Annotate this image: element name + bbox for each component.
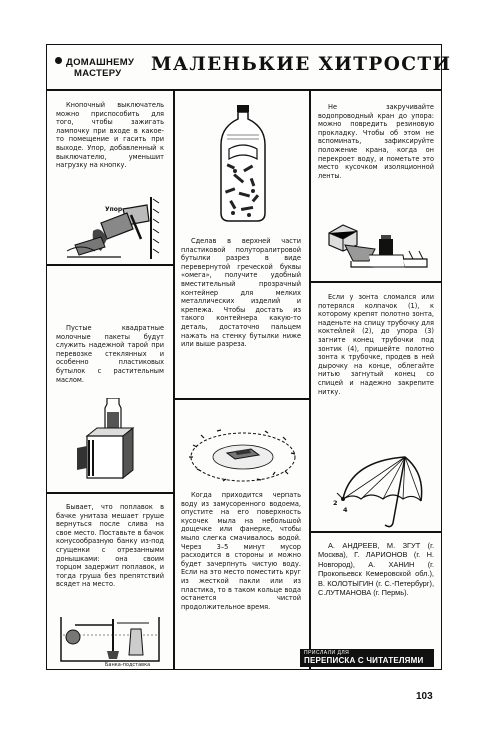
section-badge <box>300 649 434 667</box>
divider-left-2 <box>47 492 174 494</box>
tip-soap-text: Когда приходится черпать воду из замусоренного водоема, опустите на его поверхность кусочек мыла на небольшой дощечке или фанерке, чтобы мыло слегка смачивалось водой. Через 3–5 минут мусор расходится в стороны и можно будет зачерпнуть чистую воду. Если на это место поместить круг из жесткой пакли или из пластика, то в таком кольце вода останется чистой продолжительное время. <box>181 491 301 611</box>
header-rule <box>47 89 441 91</box>
page-number: 103 <box>416 691 433 702</box>
tip-bottle-text: Сделав в верхней части пластиковой полуторалитровой бутылки разрез в виде перевернутой греческой буквы «омега», получите удобный вместительный прозрачный контейнер для мелких металлических изделий и крепежа. Чтобы достать из такого контейнера какую-то деталь, достаточно пальцем нажать на стенку бутылки ниже или выше разреза. <box>181 237 301 349</box>
divider-right-1 <box>310 281 441 283</box>
divider-middle <box>174 398 310 400</box>
tip-toilet-text: Бывает, что поплавок в бачке унитаза мешает груше вернуться после слива на свое место. Поставьте в бачок конусообразную банку из-под сгущенки с отрезанными донышками: она своим торцом задержит поплавок, и тогда груша без препятствий вcядет на место. <box>56 503 164 589</box>
column-divider-left <box>173 89 175 669</box>
tip-switch-text: Кнопочный выключатель можно приспособить для того, чтобы зажигать лампочку при входе в какое-то помещение и гасить при выходе. Упор, добавленный к выключателю, уменьшит нагрузку на кнопку. <box>56 101 164 170</box>
umbrella-label-2: 2 <box>333 499 338 507</box>
water-tap-illustration <box>323 215 433 271</box>
bottle-container-illustration <box>213 105 273 223</box>
switch-stop-label: Упор <box>105 206 123 213</box>
bullet-icon <box>55 57 62 64</box>
rubric-line-1: ДОМАШНЕМУ <box>66 57 135 68</box>
divider-right-2 <box>310 531 441 533</box>
badge-line-2: ПЕРЕПИСКА С ЧИТАТЕЛЯМИ <box>304 656 424 665</box>
toilet-stand-label: Банка-подставка <box>105 662 151 668</box>
umbrella-label-4: 4 <box>343 506 348 514</box>
tip-milk-text: Пустые квадратные молочные пакеты будут служить надежной тарой при перевозке стеклянных и особенно пластиковых бутылок с растительным маслом. <box>56 324 164 384</box>
soap-on-water-illustration <box>187 425 299 485</box>
tip-umbrella-text: Если у зонта сломался или потерялся колпачок (1), к которому крепят полотно зонта, наденьте на спицу трубочку для коктейлей (2), до упора (3) загните конец трубочки под зонтик (4), пришейте полотно зонта к трубочке, продев в ней дырочку на конце, облегайте нитью загнутый конец со спицей и надежно закрепите нитку. <box>318 293 434 396</box>
switch-illustration <box>61 195 166 261</box>
page-header <box>47 45 452 89</box>
divider-left-1 <box>47 264 174 266</box>
authors-credit: А. АНДРЕЕВ, М. ЗГУТ (г. Москва), Г. ЛАРИОНОВ (г. Н. Новгород), А. ХАНИН (г. Прокопьевск Кемеровской обл.), В. КОЛОТЫГИН (г. С.-Петербург), С.ЛУТМАНОВА (г. Пермь). <box>318 541 434 598</box>
column-divider-right <box>309 89 311 669</box>
badge-line-1: ПРИСЛАЛИ ДЛЯ <box>304 650 350 656</box>
section-rubric <box>55 57 134 79</box>
rubric-line-2: МАСТЕРУ <box>74 68 122 79</box>
toilet-tank-illustration <box>57 615 163 663</box>
page-title: МАЛЕНЬКИЕ ХИТРОСТИ <box>151 54 452 75</box>
magazine-page <box>46 44 452 670</box>
tip-tap-text: Не закручивайте водопроводный кран до упора: можно повредить резиновую прокладку. Чтобы об этом не вспоминать, зафиксируйте положение крана, когда он перекроет воду, и пометьте это место кусочком изоляционной ленты. <box>318 103 434 180</box>
umbrella-illustration <box>331 453 431 529</box>
milk-carton-illustration <box>77 398 152 480</box>
